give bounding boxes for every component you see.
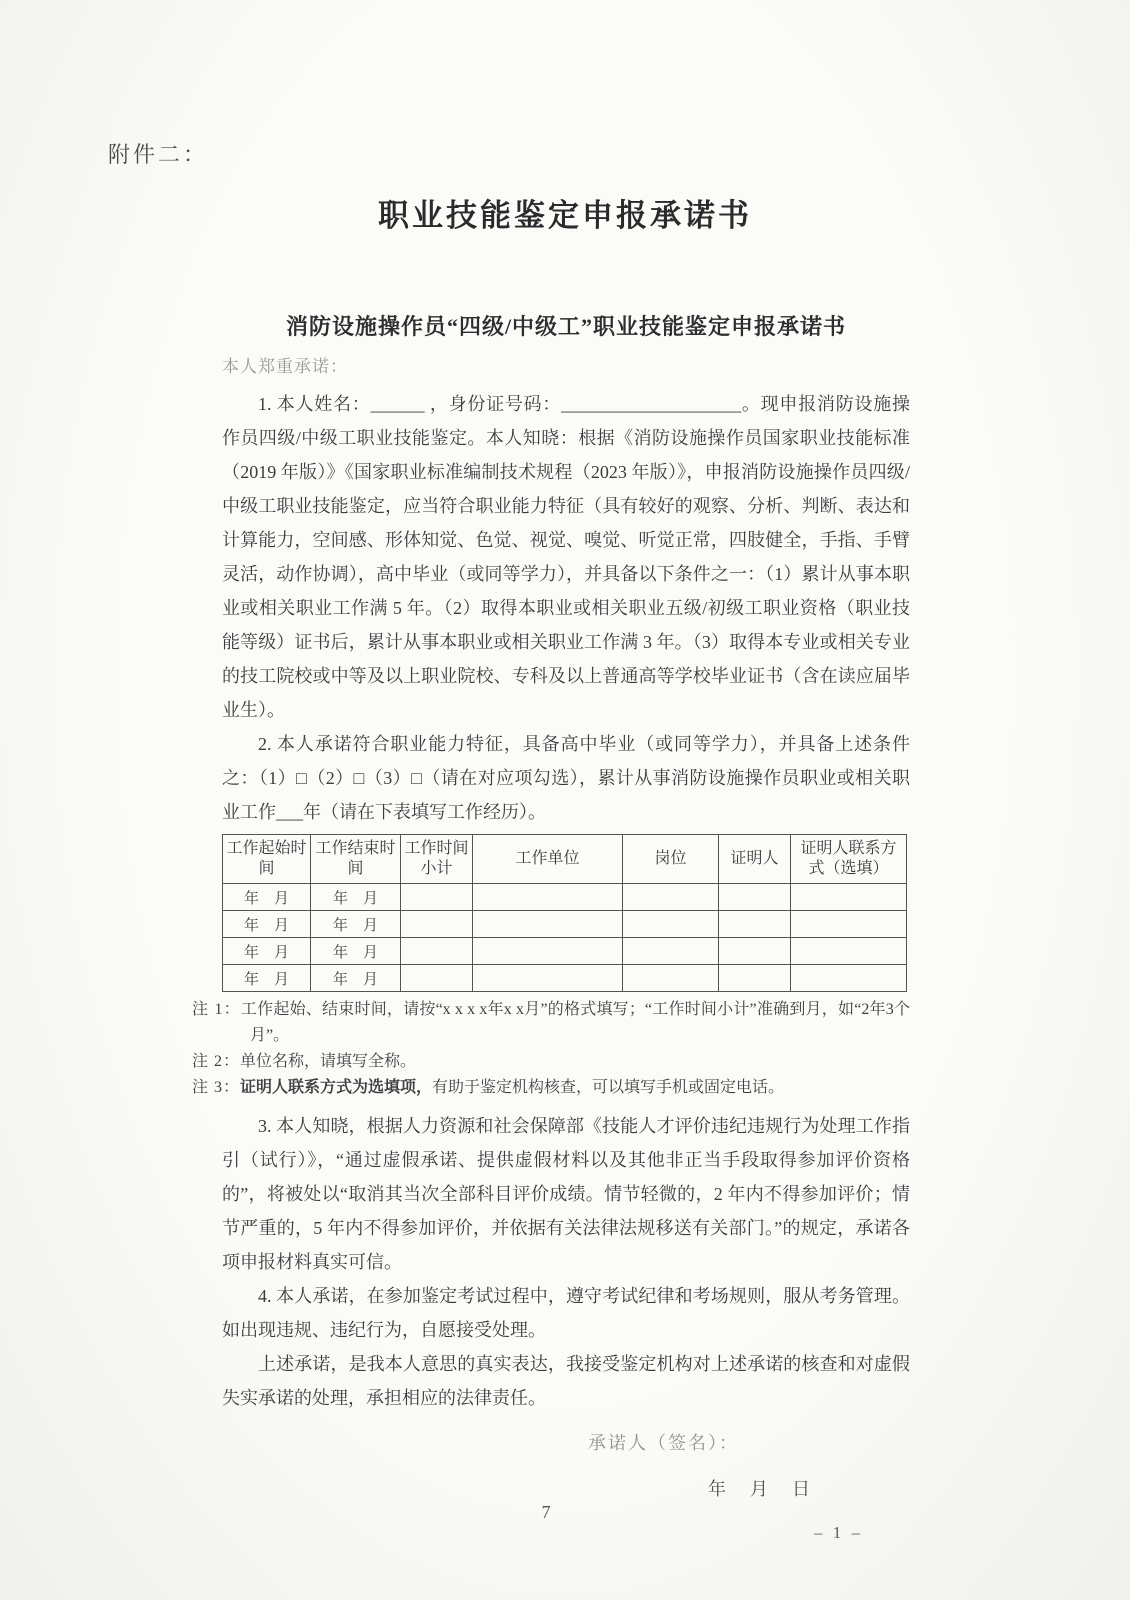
document-body: [192, 310, 910, 1543]
table-cell: 年 月: [311, 884, 401, 911]
note-item-1: [192, 997, 910, 1049]
table-cell: [719, 965, 791, 992]
table-notes: [192, 997, 910, 1101]
table-cell: [791, 938, 907, 965]
note-text: 单位名称，请填写全称。: [240, 1053, 417, 1070]
note-text: 工作起始、结束时间，请按“x x x x年x x月”的格式填写；“工作时间小计”准确到月，如“2年3个月”。: [240, 1001, 910, 1044]
table-cell: [719, 884, 791, 911]
table-row: [223, 884, 907, 911]
table-row: [223, 965, 907, 992]
table-cell: 年 月: [311, 965, 401, 992]
table-cell: [791, 965, 907, 992]
paragraph-3: 3. 本人知晓，根据人力资源和社会保障部《技能人才评价违纪违规行为处理工作指引（试行）》，“通过虚假承诺、提供虚假材料以及其他非正当手段取得参加评价资格的”，将被处以“取消其当次全部科目评价成绩。情节轻微的，2 年内不得参加评价；情节严重的，5 年内不得参加评价，并依据有关法律法规移送有关部门。”的规定，承诺各项申报材料真实可信。: [222, 1116, 910, 1272]
date-line: 年 月 日: [708, 1479, 813, 1499]
table-header-position: 岗位: [623, 835, 719, 884]
table-cell: 年 月: [223, 911, 311, 938]
table-cell: [401, 965, 473, 992]
table-cell: [719, 938, 791, 965]
page-marker: – 1 –: [814, 1523, 863, 1542]
paragraph-1: 1. 本人姓名：______ ，身份证号码：____________________。现申报消防设施操作员四级/中级工职业技能鉴定。本人知晓：根据《消防设施操作员国家职业技能标准（2019 年版）》《国家职业标准编制技术规程（2023 年版）》，申报消防设施操作员四级/中级工职业技能鉴定，应当符合职业能力特征（具有较好的观察、分析、判断、表达和计算能力，空间感、形体知觉、色觉、视觉、嗅觉、听觉正常，四肢健全，手指、手臂灵活，动作协调），高中毕业（或同等学力），并具备以下条件之一：（1）累计从事本职业或相关职业工作满 5 年。（2）取得本职业或相关职业五级/初级工职业资格（职业技能等级）证书后，累计从事本职业或相关职业工作满 3 年。（3）取得本专业或相关专业的技工院校或中等及以上职业院校、专科及以上普通高等学校毕业证书（含在读应届毕业生）。: [222, 394, 910, 720]
page-number: 7: [541, 1502, 551, 1522]
note-item-2: [192, 1049, 910, 1075]
table-cell: [401, 884, 473, 911]
table-header-employer: 工作单位: [473, 835, 623, 884]
paragraph-2: 2. 本人承诺符合职业能力特征，具备高中毕业（或同等学力），并具备上述条件之：（1）□（2）□（3）□（请在对应项勾选），累计从事消防设施操作员职业或相关职业工作___年（请在下表填写工作经历）。: [222, 734, 910, 822]
table-header-subtotal: 工作时间小计: [401, 835, 473, 884]
signature-label: 承诺人（签名）：: [588, 1433, 739, 1453]
note-label: 注 3：: [192, 1079, 241, 1096]
form-subtitle: 消防设施操作员“四级/中级工”职业技能鉴定申报承诺书: [285, 314, 847, 339]
table-header-start-time: 工作起始时间: [223, 835, 311, 884]
table-header-witness: 证明人: [719, 835, 791, 884]
table-cell: [473, 884, 623, 911]
table-cell: 年 月: [223, 884, 311, 911]
note-label: 注 2：: [192, 1053, 241, 1070]
closing-paragraph: 上述承诺，是我本人意思的真实表达，我接受鉴定机构对上述承诺的核查和对虚假失实承诺的处理，承担相应的法律责任。: [222, 1354, 910, 1408]
note-text: 有助于鉴定机构核查，可以填写手机或固定电话。: [432, 1079, 785, 1096]
note-item-3: [192, 1075, 910, 1101]
note-bold-text: 证明人联系方式为选填项，: [240, 1079, 433, 1096]
pledge-intro: 本人郑重承诺：: [222, 357, 348, 376]
table-cell: 年 月: [223, 938, 311, 965]
table-cell: 年 月: [311, 911, 401, 938]
table-cell: [623, 965, 719, 992]
table-cell: [791, 911, 907, 938]
table-cell: [473, 911, 623, 938]
note-label: 注 1：: [192, 1001, 241, 1018]
page-title: 职业技能鉴定申报承诺书: [378, 198, 752, 233]
table-cell: [623, 938, 719, 965]
work-history-table: [222, 834, 907, 992]
table-cell: [623, 884, 719, 911]
table-cell: [401, 938, 473, 965]
table-cell: [473, 938, 623, 965]
table-row: [223, 911, 907, 938]
table-cell: [623, 911, 719, 938]
table-cell: 年 月: [223, 965, 311, 992]
table-header-witness-contact: 证明人联系方式（选填）: [791, 835, 907, 884]
table-cell: [401, 911, 473, 938]
table-cell: 年 月: [311, 938, 401, 965]
table-cell: [719, 911, 791, 938]
table-row: [223, 938, 907, 965]
attachment-label: 附件二：: [108, 142, 209, 167]
table-cell: [473, 965, 623, 992]
table-cell: [791, 884, 907, 911]
table-header-end-time: 工作结束时间: [311, 835, 401, 884]
table-header-row: [223, 835, 907, 884]
paragraph-4: 4. 本人承诺，在参加鉴定考试过程中，遵守考试纪律和考场规则，服从考务管理。如出现违规、违纪行为，自愿接受处理。: [222, 1286, 910, 1340]
